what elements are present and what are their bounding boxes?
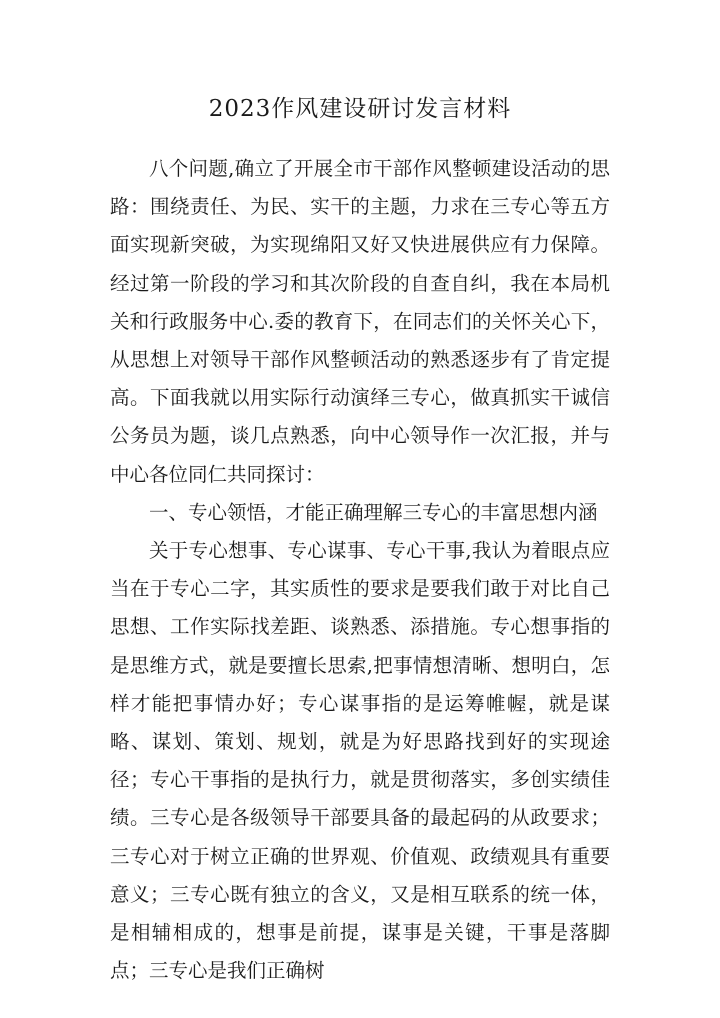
paragraph-section-1: 关于专心想事、专心谋事、专心干事,我认为着眼点应当在于专心二字，其实质性的要求是要我们敢于对比自己思想、工作实际找差距、谈熟悉、添措施。专心想事指的是思维方式，就是要擅长思索,把事情想清晰、想明白，怎样才能把事情办好；专心谋事指的是运筹帷幄，就是谋略、谋划、策划、规划，就是为好思路找到好的实现途径；专心干事指的是执行力，就是贯彻落实，多创实绩佳绩。三专心是各级领导干部要具备的最起码的从政要求；三专心对于树立正确的世界观、价值观、政绩观具有重要意义；三专心既有独立的含义，又是相互联系的统一体，是相辅相成的，想事是前提，谋事是关键，干事是落脚点；三专心是我们正确树 [110, 539, 610, 983]
document-body [110, 150, 610, 990]
paragraph-intro: 八个问题,确立了开展全市干部作风整顿建设活动的思路：围绕责任、为民、实干的主题，力求在三专心等五方面实现新突破，为实现绵阳又好又快进展供应有力保障。经过第一阶段的学习和其次阶段的自查自纠，我在本局机关和行政服务中心.委的教育下，在同志们的关怀关心下，从思想上对领导干部作风整顿活动的熟悉逐步有了肯定提高。下面我就以用实际行动演绎三专心，做真抓实干诚信公务员为题，谈几点熟悉，向中心领导作一次汇报，并与中心各位同仁共同探讨： [110, 157, 610, 486]
section-heading-1: 一、专心领悟，才能正确理解三专心的丰富思想内涵 [149, 500, 598, 524]
document-title: 2023作风建设研讨发言材料 [208, 96, 512, 122]
